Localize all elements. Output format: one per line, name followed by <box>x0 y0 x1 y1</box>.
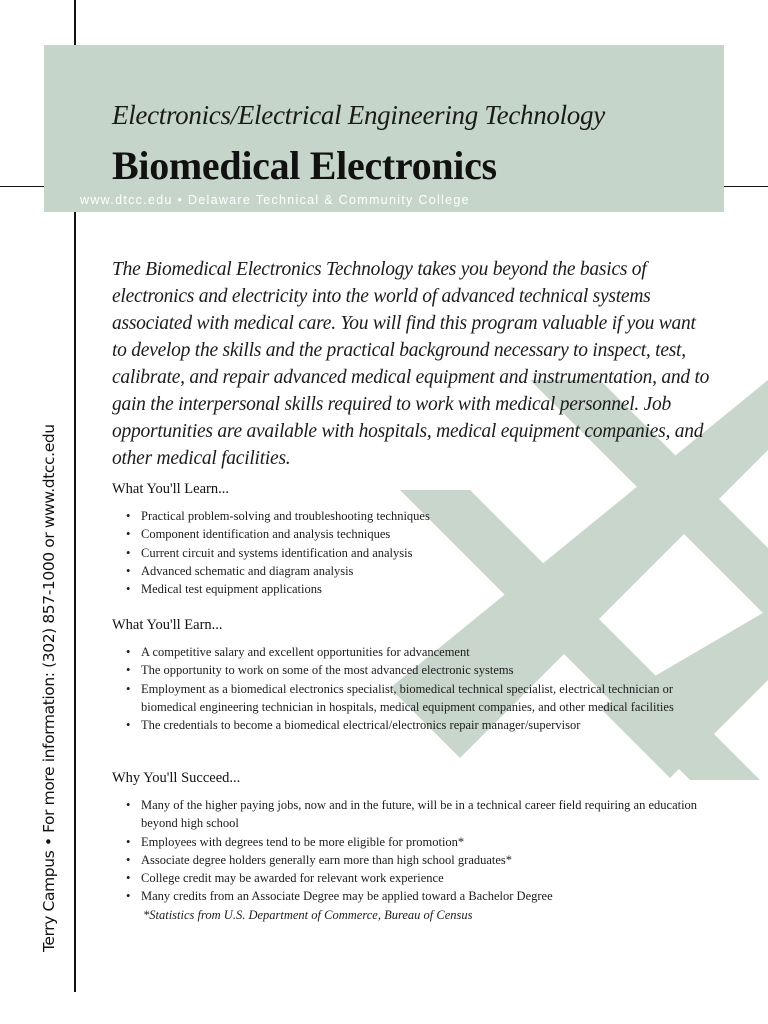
program-title: Biomedical Electronics <box>112 143 497 188</box>
list-item: • Employees with degrees tend to be more eligible for promotion* <box>112 833 712 851</box>
list-item: • The opportunity to work on some of the most advanced electronic systems <box>112 661 712 679</box>
section-learn <box>112 481 712 598</box>
list-item: • Employment as a biomedical electronics specialist, biomedical technical specialist, electrical technician or biomedical engineering technician in hospitals, medical equipment companies, and other medical facilities <box>112 680 712 717</box>
horizontal-rule-right <box>724 186 768 187</box>
list-item: • Practical problem-solving and troubleshooting techniques <box>112 507 712 525</box>
section-earn <box>112 617 712 734</box>
list-item: • College credit may be awarded for relevant work experience <box>112 869 712 887</box>
section-heading: What You'll Earn... <box>112 617 223 633</box>
horizontal-rule-left <box>0 186 46 187</box>
list-item: • Advanced schematic and diagram analysis <box>112 562 712 580</box>
list-item: • Current circuit and systems identification and analysis <box>112 544 712 562</box>
bullet-list <box>112 507 712 598</box>
website-line: www.dtcc.edu • Delaware Technical & Community College <box>80 193 470 207</box>
list-item: • Associate degree holders generally earn more than high school graduates* <box>112 851 712 869</box>
list-item: • A competitive salary and excellent opportunities for advancement <box>112 643 712 661</box>
campus-contact-info: Terry Campus • For more information: (302) 857-1000 or www.dtcc.edu <box>40 424 58 952</box>
list-item: • Many credits from an Associate Degree may be applied toward a Bachelor Degree <box>112 887 712 905</box>
bullet-list <box>112 796 712 906</box>
list-item: • The credentials to become a biomedical electrical/electronics repair manager/supervisor <box>112 716 712 734</box>
list-item: • Component identification and analysis techniques <box>112 525 712 543</box>
list-item: • Medical test equipment applications <box>112 580 712 598</box>
section-heading: Why You'll Succeed... <box>112 770 241 786</box>
section-succeed <box>112 770 712 924</box>
statistics-footnote: *Statistics from U.S. Department of Commerce, Bureau of Census <box>143 907 473 922</box>
section-heading: What You'll Learn... <box>112 481 229 497</box>
program-subtitle: Electronics/Electrical Engineering Technology <box>112 100 605 130</box>
bullet-list <box>112 643 712 734</box>
program-intro: The Biomedical Electronics Technology takes you beyond the basics of electronics and electricity into the world of advanced technical systems associated with medical care. You will find this program valuable if you want to develop the skills and the practical background necessary to inspect, test, calibrate, and repair advanced medical equipment and instrumentation, and to gain the interpersonal skills required to work with medical personnel. Job opportunities are available with hospitals, medical equipment companies, and other medical facilities. <box>112 259 710 469</box>
list-item: • Many of the higher paying jobs, now and in the future, will be in a technical career field requiring an education beyond high school <box>112 796 712 833</box>
